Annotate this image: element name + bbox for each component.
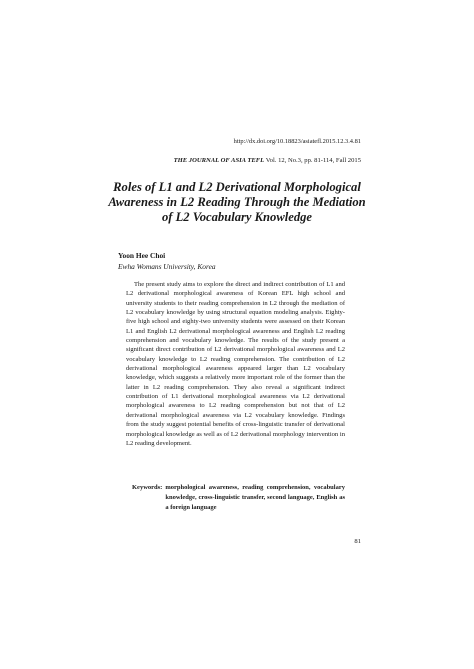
author-name: Yoon Hee Choi (118, 251, 166, 260)
keywords-list: morphological awareness, reading comprehension, vocabulary knowledge, cross-linguistic transfer, second language, English as a foreign language (165, 484, 345, 512)
doi-link[interactable]: http://dx.doi.org/10.18823/asiatefl.2015.12.3.4.81 (233, 138, 361, 145)
article-title: Roles of L1 and L2 Derivational Morphological Awareness in L2 Reading Through the Mediation of L2 Vocabulary Knowledge (108, 180, 366, 225)
abstract-text: The present study aims to explore the direct and indirect contribution of L1 and L2 derivational morphological awareness of Korean EFL high school and university students to their reading comprehension in L2 through the mediation of L2 vocabulary knowledge by using structural equation modeling analysis. Eighty-five high school and eighty-two university students were assessed on their Korean L1 and English L2 derivational morphological awareness and English L2 reading comprehension and vocabulary knowledge. The results of the study present a significant direct contribution of L2 derivational morphological awareness and L2 vocabulary knowledge to L2 reading comprehension. The contribution of L2 derivational morphological awareness appeared larger than L2 vocabulary knowledge, which suggests a relatively more important role of the former than the latter in L2 reading comprehension. They also reveal a significant indirect contribution of L1 derivational morphological awareness via L2 derivational morphological awareness to L2 reading comprehension but not that of L2 derivational morphological awareness via L2 vocabulary knowledge. Findings from the study suggest potential benefits of cross-linguistic transfer of derivational morphological knowledge as well as of L2 derivational morphology intervention in L2 reading development. (126, 281, 345, 447)
page-number: 81 (354, 538, 361, 545)
keywords (132, 483, 345, 514)
journal-details: Vol. 12, No.3, pp. 81-114, Fall 2015 (264, 157, 361, 164)
author-affiliation: Ewha Womans University, Korea (118, 262, 216, 271)
keywords-label: Keywords: (132, 484, 163, 491)
journal-citation (174, 157, 361, 164)
journal-name: THE JOURNAL OF ASIA TEFL (173, 157, 265, 164)
author-block (118, 250, 216, 272)
